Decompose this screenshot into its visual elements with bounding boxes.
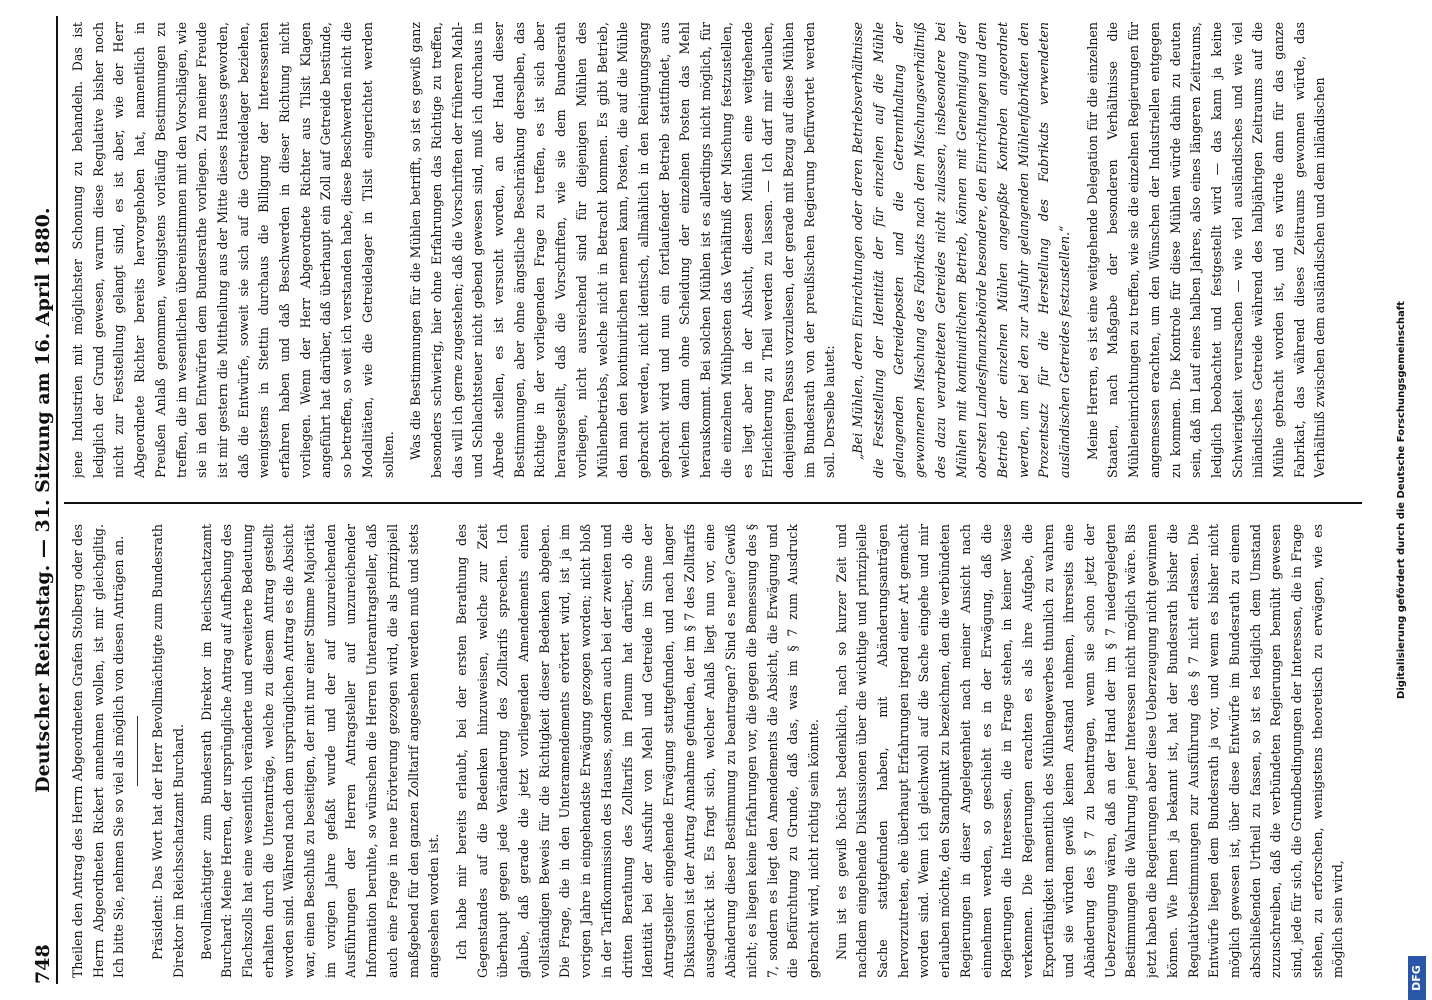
page-number: 748	[32, 944, 54, 984]
quoted-regulation: „Bei Mühlen, deren Einrichtungen oder deren Betriebsverhältnisse die Feststellung der Identität der für einzelnen auf die Mühle gelangenden Getreideposten und die Getrennthaltung der gewonnenen Mischung des Fabrikats nach dem Mischungsverhältniß des dazu verarbeiteten Getreides nicht zulassen, insbesondere bei Mühlen mit kontinuirlichem Betrieb, können mit Genehmigung der obersten Landesfinanzbehörde besondere, den Einrichtungen und dem Betrieb der einzelnen Mühlen angepaßte Kontrolen angeordnet werden, um bei den zur Ausfuhr gelangenden Mühlenfabrikaten den Prozentsatz für die Herstellung des Fabrikats verwendeten ausländischen Getreides festzustellen.“	[850, 22, 1073, 478]
right-paragraph: Was die Bestimmungen für die Mühlen betrifft, so ist es gewiß ganz besonders schwierig, hier ohne Erfahrungen das Richtige zu treffen, das will ich gerne zugestehen; daß die Vorschriften der früheren Mahl- und Schlachtsteuer nicht gebend gewesen sind, muß ich durchaus in Abrede stellen, es ist versucht worden, an der Hand dieser Bestimmungen, aber ohne ängstliche Beschränkung derselben, das Richtige in der vorliegenden Frage zu treffen, es ist sich aber herausgestellt, daß die Vorschriften, wie sie dem Bundesrath vorliegen, nicht ausreichend sind für diejenigen Mühlen des Mühlenbetriebs, welche nicht in Betracht kommen. Es gibt Betrieb, den man den kontinuirlichen nennen kann, Posten, die auf die Mühle gebracht werden, nicht identisch, allmählich in den Reinigungsgang gebracht wird und nun ein fortlaufender Betrieb stattfindet, aus welchem dann ohne Scheidung der einzelnen Posten das Mehl herauskommt. Bei solchen Mühlen ist es allerdings nicht möglich, für die einzelnen Mühlposten das Verhältniß der Mischung festzustellen, es liegt aber in der Absicht, diesen Mühlen eine weitgehende Erleichterung zu Theil werden zu lassen. — Ich darf mir erlauben, denjenigen Passus vorzulesen, der gerade mit Bezug auf diese Mühlen im Bundesrath von der preußischen Regierung befürwortet werden soll. Derselbe lautet:	[408, 22, 838, 478]
left-paragraph: Nun ist es gewiß höchst bedenklich, nach so kurzer Zeit und nachdem eingehende Diskussionen über die wichtige und prinzipielle Sache stattgefunden haben, mit Abänderungsanträgen hervorzutreten, ehe überhaupt Erfahrungen irgend einer Art gemacht worden sind. Wenn ich gleichwohl auf die Sache eingehe und mir erlauben möchte, den Standpunkt zu bezeichnen, den die verbündeten Regierungen in dieser Angelegenheit nach meiner Ansicht nach einnehmen werden, so geschieht es in der Erwägung, daß die Regierungen die Interessen, die in Frage stehen, in keiner Weise verkennen. Die Regierungen erachten es als ihre Aufgabe, die Exportfähigkeit namentlich des Mühlengewerbes thunlich zu wahren und sie würden gewiß keinen Anstand nehmen, ihrerseits eine Abänderung des § 7 zu beantragen, wenn sie schon jetzt der Ueberzeugung wären, daß an der Hand der im § 7 niedergelegten Bestimmungen die Wahrung jener Interessen nicht möglich wäre. Bis jetzt haben die Regierungen aber diese Ueberzeugung nicht gewinnen können. Wie Ihnen ja bekannt ist, hat der Bundesrath bisher die Regulativbestimmungen zur Ausführung des § 7 nicht erlassen. Die Entwürfe liegen dem Bundesrath ja vor, und wenn es bisher nicht möglich gewesen ist, über diese Entwürfe im Bundesrath zu einem abschließenden Urtheil zu fassen, so ist es lediglich dem Umstand zuzuschreiben, daß die verbündeten Regierungen bemüht gewesen sind, jede für sich, die Grundbedingungen der Interessen, die in Frage stehen, zu erforschen, wenigstens theoretisch zu erwägen, wie es möglich sein wird,	[833, 524, 1346, 978]
digitization-credit: Digitalisierung gefördert durch die Deutsche Forschungsgemeinschaft	[1396, 301, 1407, 699]
left-paragraph: Ich habe mir bereits erlaubt, bei der ersten Berathung des Gegenstandes auf die Bedenken hinzuweisen, welche zur Zeit überhaupt gegen jede Veränderung des Zolltarifs sprechen. Ich glaube, daß gerade die jetzt vorliegenden Amendements einen vollständigen Beweis für die Richtigkeit dieser Bedenken abgeben. Die Frage, die in den Unteramendements erörtert wird, ist ja im vorigen Jahre in eingehendste Erwägung gezogen worden; nicht bloß in der Tarifkommission des Hauses, sondern auch bei der zweiten und dritten Berathung des Zolltarifs im Plenum hat darüber, ob die Identität bei der Ausfuhr von Mehl und Getreide im Sinne der Antragsteller eingehende Erwägung stattgefunden, und nach langer Diskussion ist der Antrag Annahme gefunden, der im § 7 des Zolltarifs ausgedrückt ist. Es fragt sich, welcher Anlaß liegt nun vor, eine Abänderung dieser Bestimmung zu beantragen? Sind es neue? Gewiß nicht; es liegen keine Erfahrungen vor, die gegen die Bemessung des § 7, sondern es liegt den Amendements die Absicht, die Erwägung und die Befürchtung zu Grunde, daß das, was im § 7 zum Ausdruck gebracht wird, nicht richtig sein könnte.	[453, 524, 821, 978]
column-rule	[64, 502, 1362, 504]
left-paragraph: Präsident: Das Wort hat der Herr Bevollmächtigte zum Bundesrath Direktor im Reichsschatzamt Burchard.	[150, 524, 186, 978]
running-title: Deutscher Reichstag. — 31. Sitzung am 16. April 1880.	[32, 207, 54, 793]
page-header	[6, 16, 54, 984]
dfg-logo: DFG	[1408, 956, 1426, 1000]
left-column	[68, 524, 1362, 978]
left-paragraph: Theilen den Antrag des Herrn Abgeordneten Grafen Stolberg oder des Herrn Abgeordneten Rickert annehmen wollen, ist mir gleichgiltig. Ich bitte Sie, nehmen Sie so viel als möglich von diesen Anträgen an.	[70, 524, 127, 978]
left-paragraph: Bevollmächtigter zum Bundesrath Direktor im Reichsschatzamt Burchard: Meine Herren, der ursprüngliche Antrag auf Aufhebung des Flachszolls hat eine wesentlich veränderte und erweiterte Bedeutung erhalten durch die Unteranträge, welche zu diesem Antrag gestellt worden sind. Während nach dem ursprünglichen Antrag es die Absicht war, einen Beschluß zu beseitigen, der mit nur einer Stimme Majorität im vorigen Jahre gefaßt wurde und der auf unzureichenden Ausführungen der Herren Antragsteller auf unzureichender Information beruhte, so wünschen die Herren Unterantragsteller, daß auch eine Frage in neue Erörterung gezogen wird, die als prinzipiell maßgebend für den ganzen Zolltarif angesehen werden muß und stets angesehen worden ist.	[198, 524, 442, 978]
section-divider	[137, 716, 138, 786]
right-paragraph: jene Industrien mit möglichster Schonung zu behandeln. Das ist lediglich der Grund gewesen, warum diese Regulative bisher noch nicht zur Feststellung gelangt sind, es ist aber, wie der Herr Abgeordnete Richter bereits hervorgehoben hat, namentlich in Preußen Anlaß genommen, wenigstens vorläufig Bestimmungen zu treffen, die im wesentlichen übereinstimmen mit den Vorschlägen, wie sie in den Entwürfen dem Bundesrathe vorliegen. Zu meiner Freude ist mir gestern die Mittheilung aus der Mitte dieses Hauses geworden, daß die Entwürfe, soweit sie sich auf die Getreidelager beziehen, wenigstens in Stettin durchaus die Billigung der Interessenten erfahren haben und daß Beschwerden in dieser Richtung nicht vorliegen. Wenn der Herr Abgeordnete Richter aus Tilsit Klagen angeführt hat darüber, daß überhaupt ein Zoll auf Getreide bestünde, so betreffen, so weit ich verstanden habe, diese Beschwerden nicht die Modalitäten, wie die Getreidelager in Tilsit eingerichtet werden sollten.	[70, 22, 396, 478]
right-column	[68, 22, 1362, 478]
header-rule	[56, 16, 58, 984]
right-paragraph: Meine Herren, es ist eine weitgehende Delegation für die einzelnen Staaten, nach Maßgabe der besonderen Verhältnisse die Mühleneinrichtungen zu treffen, wie sie die einzelnen Regierungen für angemessen erachten, um den Wünschen der Industriellen entgegen zu kommen. Die Kontrole für diese Mühlen würde dahin zu deuten sein, daß im Lauf eines halben Jahres, also eines längeren Zeitraums, lediglich beobachtet und festgestellt wird — das kann ja keine Schwierigkeit verursachen — wie viel ausländisches und wie viel inländisches Getreide während des halbjährigen Zeitraums auf die Mühle gebracht worden ist, und es würde dann für das ganze Fabrikat, das während dieses Zeitraums gewonnen würde, das Verhältniß zwischen dem ausländischen und dem inländischen	[1084, 22, 1328, 478]
